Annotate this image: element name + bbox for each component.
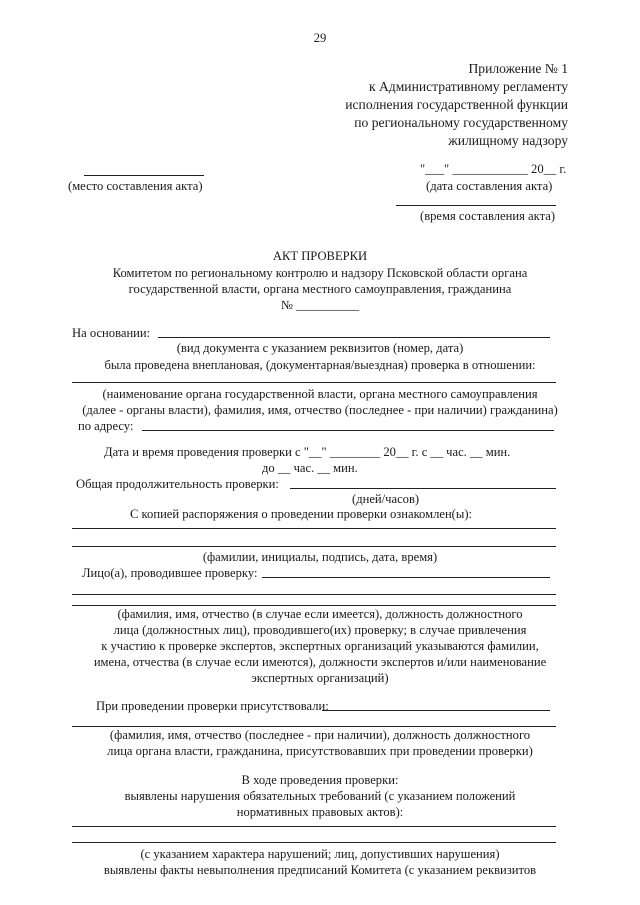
place-caption: (место составления акта) <box>68 179 203 193</box>
inspection-line: была проведена внеплановая, (документарная/выездная) проверка в отношении: <box>104 358 536 372</box>
duration-caption: (дней/часов) <box>352 492 420 506</box>
violations-caption: (с указанием характера нарушений; лиц, допустивших нарушения) <box>140 847 500 861</box>
inspector-label: Лицо(а), проводившее проверку: <box>82 566 258 580</box>
violations-line: выявлены нарушения обязательных требований (с указанием положений <box>124 789 516 803</box>
present-caption: (фамилия, имя, отчество (последнее - при наличии), должность должностного <box>109 728 531 742</box>
appendix-line: по региональному государственному <box>354 115 568 130</box>
order-entry-line <box>72 546 556 547</box>
address-line <box>142 430 554 431</box>
address-label: по адресу: <box>78 419 134 433</box>
appendix-line: Приложение № 1 <box>468 61 568 76</box>
act-subtitle: государственной власти, органа местного самоуправления, гражданина <box>128 282 512 296</box>
basis-label: На основании: <box>72 326 151 340</box>
present-label: При проведении проверки присутствовали: <box>96 699 329 713</box>
violations-entry-line <box>72 842 556 843</box>
appendix-block <box>345 60 568 150</box>
subject-caption: (наименование органа государственной власти, органа местного самоуправления <box>102 387 538 401</box>
inspector-caption: имена, отчества (в случае если имеются), должности экспертов и/или наименование <box>93 655 547 669</box>
duration-line <box>290 488 556 489</box>
during-title: В ходе проведения проверки: <box>241 773 399 787</box>
order-entry-line <box>72 528 556 529</box>
present-caption: лица органа власти, гражданина, присутствовавших при проведении проверки) <box>107 744 533 758</box>
appendix-line: к Административному регламенту <box>368 79 568 94</box>
inspector-caption: экспертных организаций) <box>251 671 389 685</box>
subject-line <box>72 382 556 383</box>
order-caption: (фамилии, инициалы, подпись, дата, время) <box>202 550 438 564</box>
datetime-to: до __ час. __ мин. <box>262 461 358 475</box>
inspector-caption: лица (должностных лиц), проводившего(их) проверку; в случае привлечения <box>113 623 527 637</box>
last-line: выявлены факты невыполнения предписаний Комитета (с указанием реквизитов <box>103 863 537 877</box>
date-line: "___" ____________ 20__ г. <box>420 162 567 176</box>
violations-line: нормативных правовых актов): <box>236 805 404 819</box>
date-caption: (дата составления акта) <box>426 179 553 193</box>
time-caption: (время составления акта) <box>420 209 556 223</box>
violations-entry-line <box>72 826 556 827</box>
datetime-line: Дата и время проведения проверки с "__" ________ 20__ г. с __ час. __ мин. <box>104 445 511 459</box>
appendix-line: жилищному надзору <box>448 133 568 148</box>
basis-caption: (вид документа с указанием реквизитов (номер, дата) <box>176 341 464 355</box>
subject-caption: (далее - органы власти), фамилия, имя, отчество (последнее - при наличии) гражданина) <box>82 403 558 417</box>
basis-line <box>158 337 550 338</box>
order-line: С копией распоряжения о проведении проверки ознакомлен(ы): <box>130 507 473 521</box>
act-number: № __________ <box>280 298 360 312</box>
inspector-caption: (фамилия, имя, отчество (в случае если имеется), должность должностного <box>117 607 523 621</box>
duration-label: Общая продолжительность проверки: <box>76 477 279 491</box>
present-line <box>322 710 550 711</box>
act-subtitle: Комитетом по региональному контролю и надзору Псковской области органа <box>112 266 528 280</box>
inspector-caption: к участию к проверке экспертов, экспертных организаций указываются фамилии, <box>101 639 539 653</box>
act-title: АКТ ПРОВЕРКИ <box>272 249 368 263</box>
inspector-line <box>262 577 550 578</box>
inspector-entry-line <box>72 594 556 595</box>
inspector-entry-line <box>72 605 556 606</box>
present-entry-line <box>72 726 556 727</box>
appendix-line: исполнения государственной функции <box>345 97 568 112</box>
page-number: 29 <box>313 31 327 45</box>
time-line <box>396 205 556 206</box>
place-line <box>84 175 204 176</box>
